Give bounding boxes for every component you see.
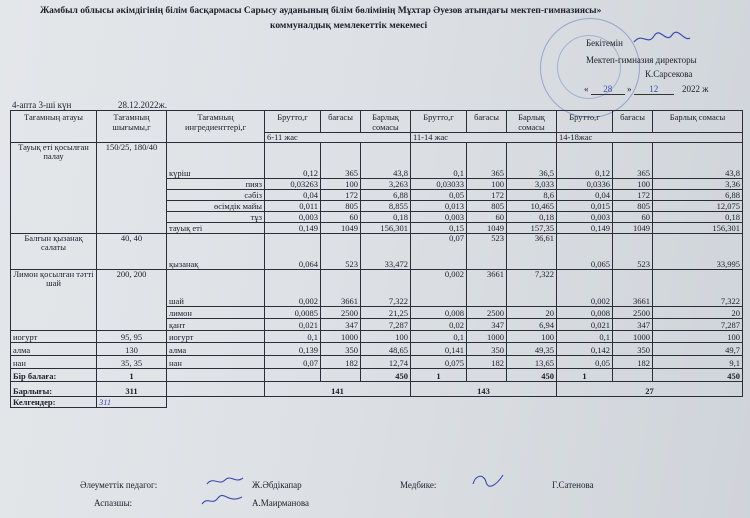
cell: 10,465 bbox=[507, 201, 557, 212]
cell: 365 bbox=[467, 143, 507, 179]
cell: 3,263 bbox=[361, 179, 411, 190]
cell: 0,18 bbox=[507, 212, 557, 223]
cell: 1000 bbox=[467, 331, 507, 343]
cell: 0,07 bbox=[265, 356, 321, 369]
cell: 0,1 bbox=[411, 143, 467, 179]
cell: 6,94 bbox=[507, 319, 557, 331]
cell bbox=[167, 382, 265, 397]
cell: 0,002 bbox=[411, 270, 467, 307]
cell: 172 bbox=[467, 190, 507, 201]
per-child-total2: 450 bbox=[507, 369, 557, 382]
cell: 7,322 bbox=[653, 270, 743, 307]
cell: 0,12 bbox=[557, 143, 613, 179]
cell: 1049 bbox=[613, 223, 653, 234]
cook-label: Аспазшы: bbox=[94, 498, 133, 508]
cell bbox=[613, 369, 653, 382]
cell: 0,04 bbox=[557, 190, 613, 201]
approval-month: 12 bbox=[634, 84, 674, 95]
cell: 1000 bbox=[321, 331, 361, 343]
cell: 36,61 bbox=[507, 234, 557, 270]
menu-date: 28.12.2022ж. bbox=[118, 100, 167, 110]
cell: 0,15 bbox=[411, 223, 467, 234]
header-line-2: коммуналдық мемлекеттік мекемесі bbox=[270, 21, 428, 31]
table-row bbox=[11, 270, 743, 307]
cell: 0,04 bbox=[265, 190, 321, 201]
cook-name: А.Маирманова bbox=[252, 498, 309, 508]
cell: 3,36 bbox=[653, 179, 743, 190]
cell: 3661 bbox=[613, 270, 653, 307]
cell: 43,8 bbox=[361, 143, 411, 179]
per-child-v1: 1 bbox=[97, 369, 167, 382]
yield-apple: 130 bbox=[97, 343, 167, 356]
totals-v1: 311 bbox=[97, 382, 167, 397]
cell: 48,65 bbox=[361, 343, 411, 356]
cell: 13,65 bbox=[507, 356, 557, 369]
cell: 805 bbox=[613, 201, 653, 212]
cell: 100 bbox=[507, 331, 557, 343]
cell: 100 bbox=[321, 179, 361, 190]
cell: 0,149 bbox=[557, 223, 613, 234]
totals-v4: 27 bbox=[557, 382, 743, 397]
cell: 365 bbox=[321, 143, 361, 179]
approval-year: 2022 ж bbox=[682, 84, 709, 94]
cell: 8,6 bbox=[507, 190, 557, 201]
pedagog-name: Ж.Әбдікапар bbox=[252, 480, 302, 490]
cell: 33,995 bbox=[653, 234, 743, 270]
ingredient-cell: шай bbox=[167, 270, 265, 307]
per-child-total3: 450 bbox=[653, 369, 743, 382]
cell: 43,8 bbox=[653, 143, 743, 179]
dish-bread: нан bbox=[11, 356, 97, 369]
col-total-3: Барлық сомасы bbox=[653, 111, 743, 133]
cell: 156,301 bbox=[653, 223, 743, 234]
cell: 0,02 bbox=[411, 319, 467, 331]
arrived-label: Келгендер: bbox=[11, 397, 97, 408]
cell: 6,88 bbox=[653, 190, 743, 201]
cell: 523 bbox=[321, 234, 361, 270]
cell: 0,1 bbox=[557, 331, 613, 343]
cell: 347 bbox=[467, 319, 507, 331]
cell: 0,03033 bbox=[411, 179, 467, 190]
cell: 0,003 bbox=[557, 212, 613, 223]
cell: 365 bbox=[613, 143, 653, 179]
arrived-value: 311 bbox=[97, 397, 167, 408]
ingredient-cell: қант bbox=[167, 319, 265, 331]
cell: 0,002 bbox=[557, 270, 613, 307]
cell: 347 bbox=[321, 319, 361, 331]
cell: 36,5 bbox=[507, 143, 557, 179]
cell: 805 bbox=[321, 201, 361, 212]
table-row bbox=[11, 356, 743, 369]
cell: 9,1 bbox=[653, 356, 743, 369]
cell: 2500 bbox=[321, 307, 361, 319]
age-group-3: 14-18жас bbox=[557, 133, 743, 143]
yield-tea: 200, 200 bbox=[97, 270, 167, 331]
director-signature bbox=[632, 30, 692, 48]
cell: 0,021 bbox=[265, 319, 321, 331]
dish-yogurt: иогурт bbox=[11, 331, 97, 343]
cell: 21,25 bbox=[361, 307, 411, 319]
col-total-2: Барлық сомасы bbox=[507, 111, 557, 133]
cell: 0,011 bbox=[265, 201, 321, 212]
cell: 0,1 bbox=[411, 331, 467, 343]
cell: 182 bbox=[321, 356, 361, 369]
cell: 523 bbox=[613, 234, 653, 270]
dish-salad: Балғын қызанақ салаты bbox=[11, 234, 97, 270]
director-name: К.Сарсекова bbox=[645, 69, 693, 79]
col-gross-1: Брутто,г bbox=[265, 111, 321, 133]
cell bbox=[265, 369, 321, 382]
cell: 0,002 bbox=[265, 270, 321, 307]
cell: 0,064 bbox=[265, 234, 321, 270]
cell: 60 bbox=[467, 212, 507, 223]
arrived-row bbox=[11, 397, 743, 408]
cell: 350 bbox=[321, 343, 361, 356]
cell: 49,7 bbox=[653, 343, 743, 356]
dish-pilaf: Тауық еті қосылған палау bbox=[11, 143, 97, 234]
cell: 0,18 bbox=[361, 212, 411, 223]
per-child-label: Бір балаға: bbox=[11, 369, 97, 382]
cell: 182 bbox=[467, 356, 507, 369]
per-child-v3: 1 bbox=[557, 369, 613, 382]
totals-row bbox=[11, 382, 743, 397]
cell: 172 bbox=[613, 190, 653, 201]
cell: 1049 bbox=[321, 223, 361, 234]
col-price-3: бағасы bbox=[613, 111, 653, 133]
ingredient-cell: лимон bbox=[167, 307, 265, 319]
table-row bbox=[11, 234, 743, 270]
cell: 12,74 bbox=[361, 356, 411, 369]
date-quote-close: » bbox=[627, 84, 632, 94]
yield-pilaf: 150/25, 180/40 bbox=[97, 143, 167, 234]
cell: 100 bbox=[361, 331, 411, 343]
cell: 0,021 bbox=[557, 319, 613, 331]
col-total-1: Барлық сомасы bbox=[361, 111, 411, 133]
cell: 0,05 bbox=[557, 356, 613, 369]
yield-bread: 35, 35 bbox=[97, 356, 167, 369]
yield-salad: 40, 40 bbox=[97, 234, 167, 270]
cell: 33,472 bbox=[361, 234, 411, 270]
cell: 100 bbox=[467, 179, 507, 190]
yield-yogurt: 95, 95 bbox=[97, 331, 167, 343]
approved-label: Бекітемін bbox=[586, 38, 623, 48]
cell: 0,003 bbox=[265, 212, 321, 223]
cell: 3661 bbox=[321, 270, 361, 307]
cook-signature bbox=[200, 492, 244, 508]
cell: 3661 bbox=[467, 270, 507, 307]
official-stamp bbox=[540, 18, 640, 118]
age-group-2: 11-14 жас bbox=[411, 133, 557, 143]
cell: 805 bbox=[467, 201, 507, 212]
cell: 2500 bbox=[467, 307, 507, 319]
cell: 0,03263 bbox=[265, 179, 321, 190]
col-yield: Тағамның шығымы,г bbox=[97, 111, 167, 143]
menu-table bbox=[10, 110, 743, 408]
cell: 20 bbox=[507, 307, 557, 319]
dish-apple: алма bbox=[11, 343, 97, 356]
cell: 49,35 bbox=[507, 343, 557, 356]
totals-label: Барлығы: bbox=[11, 382, 97, 397]
table-header-row bbox=[11, 111, 743, 133]
per-child-v2: 1 bbox=[411, 369, 467, 382]
ingredient-cell: алма bbox=[167, 343, 265, 356]
cell: 350 bbox=[467, 343, 507, 356]
director-position: Мектеп-гимназия директоры bbox=[586, 55, 697, 65]
cell: 60 bbox=[613, 212, 653, 223]
cell: 100 bbox=[653, 331, 743, 343]
cell: 7,322 bbox=[507, 270, 557, 307]
cell: 0,013 bbox=[411, 201, 467, 212]
cell: 0,18 bbox=[653, 212, 743, 223]
cell: 0,142 bbox=[557, 343, 613, 356]
cell: 0,05 bbox=[411, 190, 467, 201]
table-row bbox=[11, 343, 743, 356]
week-day-label: 4-апта 3-ші күн bbox=[12, 100, 72, 110]
cell: 182 bbox=[613, 356, 653, 369]
table-row bbox=[11, 331, 743, 343]
ingredient-cell: қызанақ bbox=[167, 234, 265, 270]
table-row bbox=[11, 143, 743, 179]
cell: 60 bbox=[321, 212, 361, 223]
totals-v2: 141 bbox=[265, 382, 411, 397]
ingredient-cell: иогурт bbox=[167, 331, 265, 343]
cell bbox=[321, 369, 361, 382]
nurse-name: Г.Сатенова bbox=[552, 480, 594, 490]
col-price-1: бағасы bbox=[321, 111, 361, 133]
col-gross-3: Брутто,г bbox=[557, 111, 613, 133]
cell: 100 bbox=[613, 179, 653, 190]
col-ingredient: Тағамның ингредиенттері,г bbox=[167, 111, 265, 143]
cell: 0,065 bbox=[557, 234, 613, 270]
cell: 0,0085 bbox=[265, 307, 321, 319]
approval-day: 28 bbox=[591, 84, 625, 95]
cell: 0,07 bbox=[411, 234, 467, 270]
per-child-total1: 450 bbox=[361, 369, 411, 382]
ingredient-cell: нан bbox=[167, 356, 265, 369]
col-gross-2: Брутто,г bbox=[411, 111, 467, 133]
cell bbox=[167, 397, 743, 408]
pedagog-signature bbox=[205, 474, 245, 488]
cell: 20 bbox=[653, 307, 743, 319]
cell bbox=[167, 369, 265, 382]
cell: 347 bbox=[613, 319, 653, 331]
cell: 2500 bbox=[613, 307, 653, 319]
ingredient-cell: тұз bbox=[167, 212, 265, 223]
cell: 0,008 bbox=[557, 307, 613, 319]
cell: 0,139 bbox=[265, 343, 321, 356]
cell: 0,015 bbox=[557, 201, 613, 212]
ingredient-cell: сәбіз bbox=[167, 190, 265, 201]
ingredient-cell: өсімдік майы bbox=[167, 201, 265, 212]
cell: 0,075 bbox=[411, 356, 467, 369]
date-quote-open: « bbox=[584, 84, 589, 94]
cell: 157,35 bbox=[507, 223, 557, 234]
ingredient-cell: пияз bbox=[167, 179, 265, 190]
cell: 0,149 bbox=[265, 223, 321, 234]
cell: 6,88 bbox=[361, 190, 411, 201]
col-dish: Тағамның атауы bbox=[11, 111, 97, 143]
cell: 0,141 bbox=[411, 343, 467, 356]
cell: 8,855 bbox=[361, 201, 411, 212]
cell: 7,287 bbox=[361, 319, 411, 331]
cell: 172 bbox=[321, 190, 361, 201]
cell: 156,301 bbox=[361, 223, 411, 234]
totals-v3: 143 bbox=[411, 382, 557, 397]
cell: 0,008 bbox=[411, 307, 467, 319]
cell: 7,322 bbox=[361, 270, 411, 307]
cell: 0,1 bbox=[265, 331, 321, 343]
cell: 523 bbox=[467, 234, 507, 270]
header-line-1: Жамбыл облысы әкімдігінің білім басқармасы Сарысу ауданының білім бөлімінің Мұхтар Әуезов атындағы мектеп-гимназиясы» bbox=[40, 6, 602, 16]
cell: 350 bbox=[613, 343, 653, 356]
cell: 0,003 bbox=[411, 212, 467, 223]
ingredient-cell: күріш bbox=[167, 143, 265, 179]
cell bbox=[467, 369, 507, 382]
approval-date bbox=[584, 84, 708, 95]
cell: 0,0336 bbox=[557, 179, 613, 190]
nurse-label: Медбике: bbox=[400, 480, 437, 490]
cell: 3,033 bbox=[507, 179, 557, 190]
nurse-signature bbox=[470, 472, 506, 488]
age-group-1: 6-11 жас bbox=[265, 133, 411, 143]
per-child-row bbox=[11, 369, 743, 382]
cell: 1049 bbox=[467, 223, 507, 234]
ingredient-cell: тауық еті bbox=[167, 223, 265, 234]
col-price-2: бағасы bbox=[467, 111, 507, 133]
dish-tea: Лимон қосылған тәтті шай bbox=[11, 270, 97, 331]
cell: 1000 bbox=[613, 331, 653, 343]
cell: 0,12 bbox=[265, 143, 321, 179]
pedagog-label: Әлеуметтік педагог: bbox=[80, 480, 158, 490]
cell: 7,287 bbox=[653, 319, 743, 331]
cell: 12,075 bbox=[653, 201, 743, 212]
